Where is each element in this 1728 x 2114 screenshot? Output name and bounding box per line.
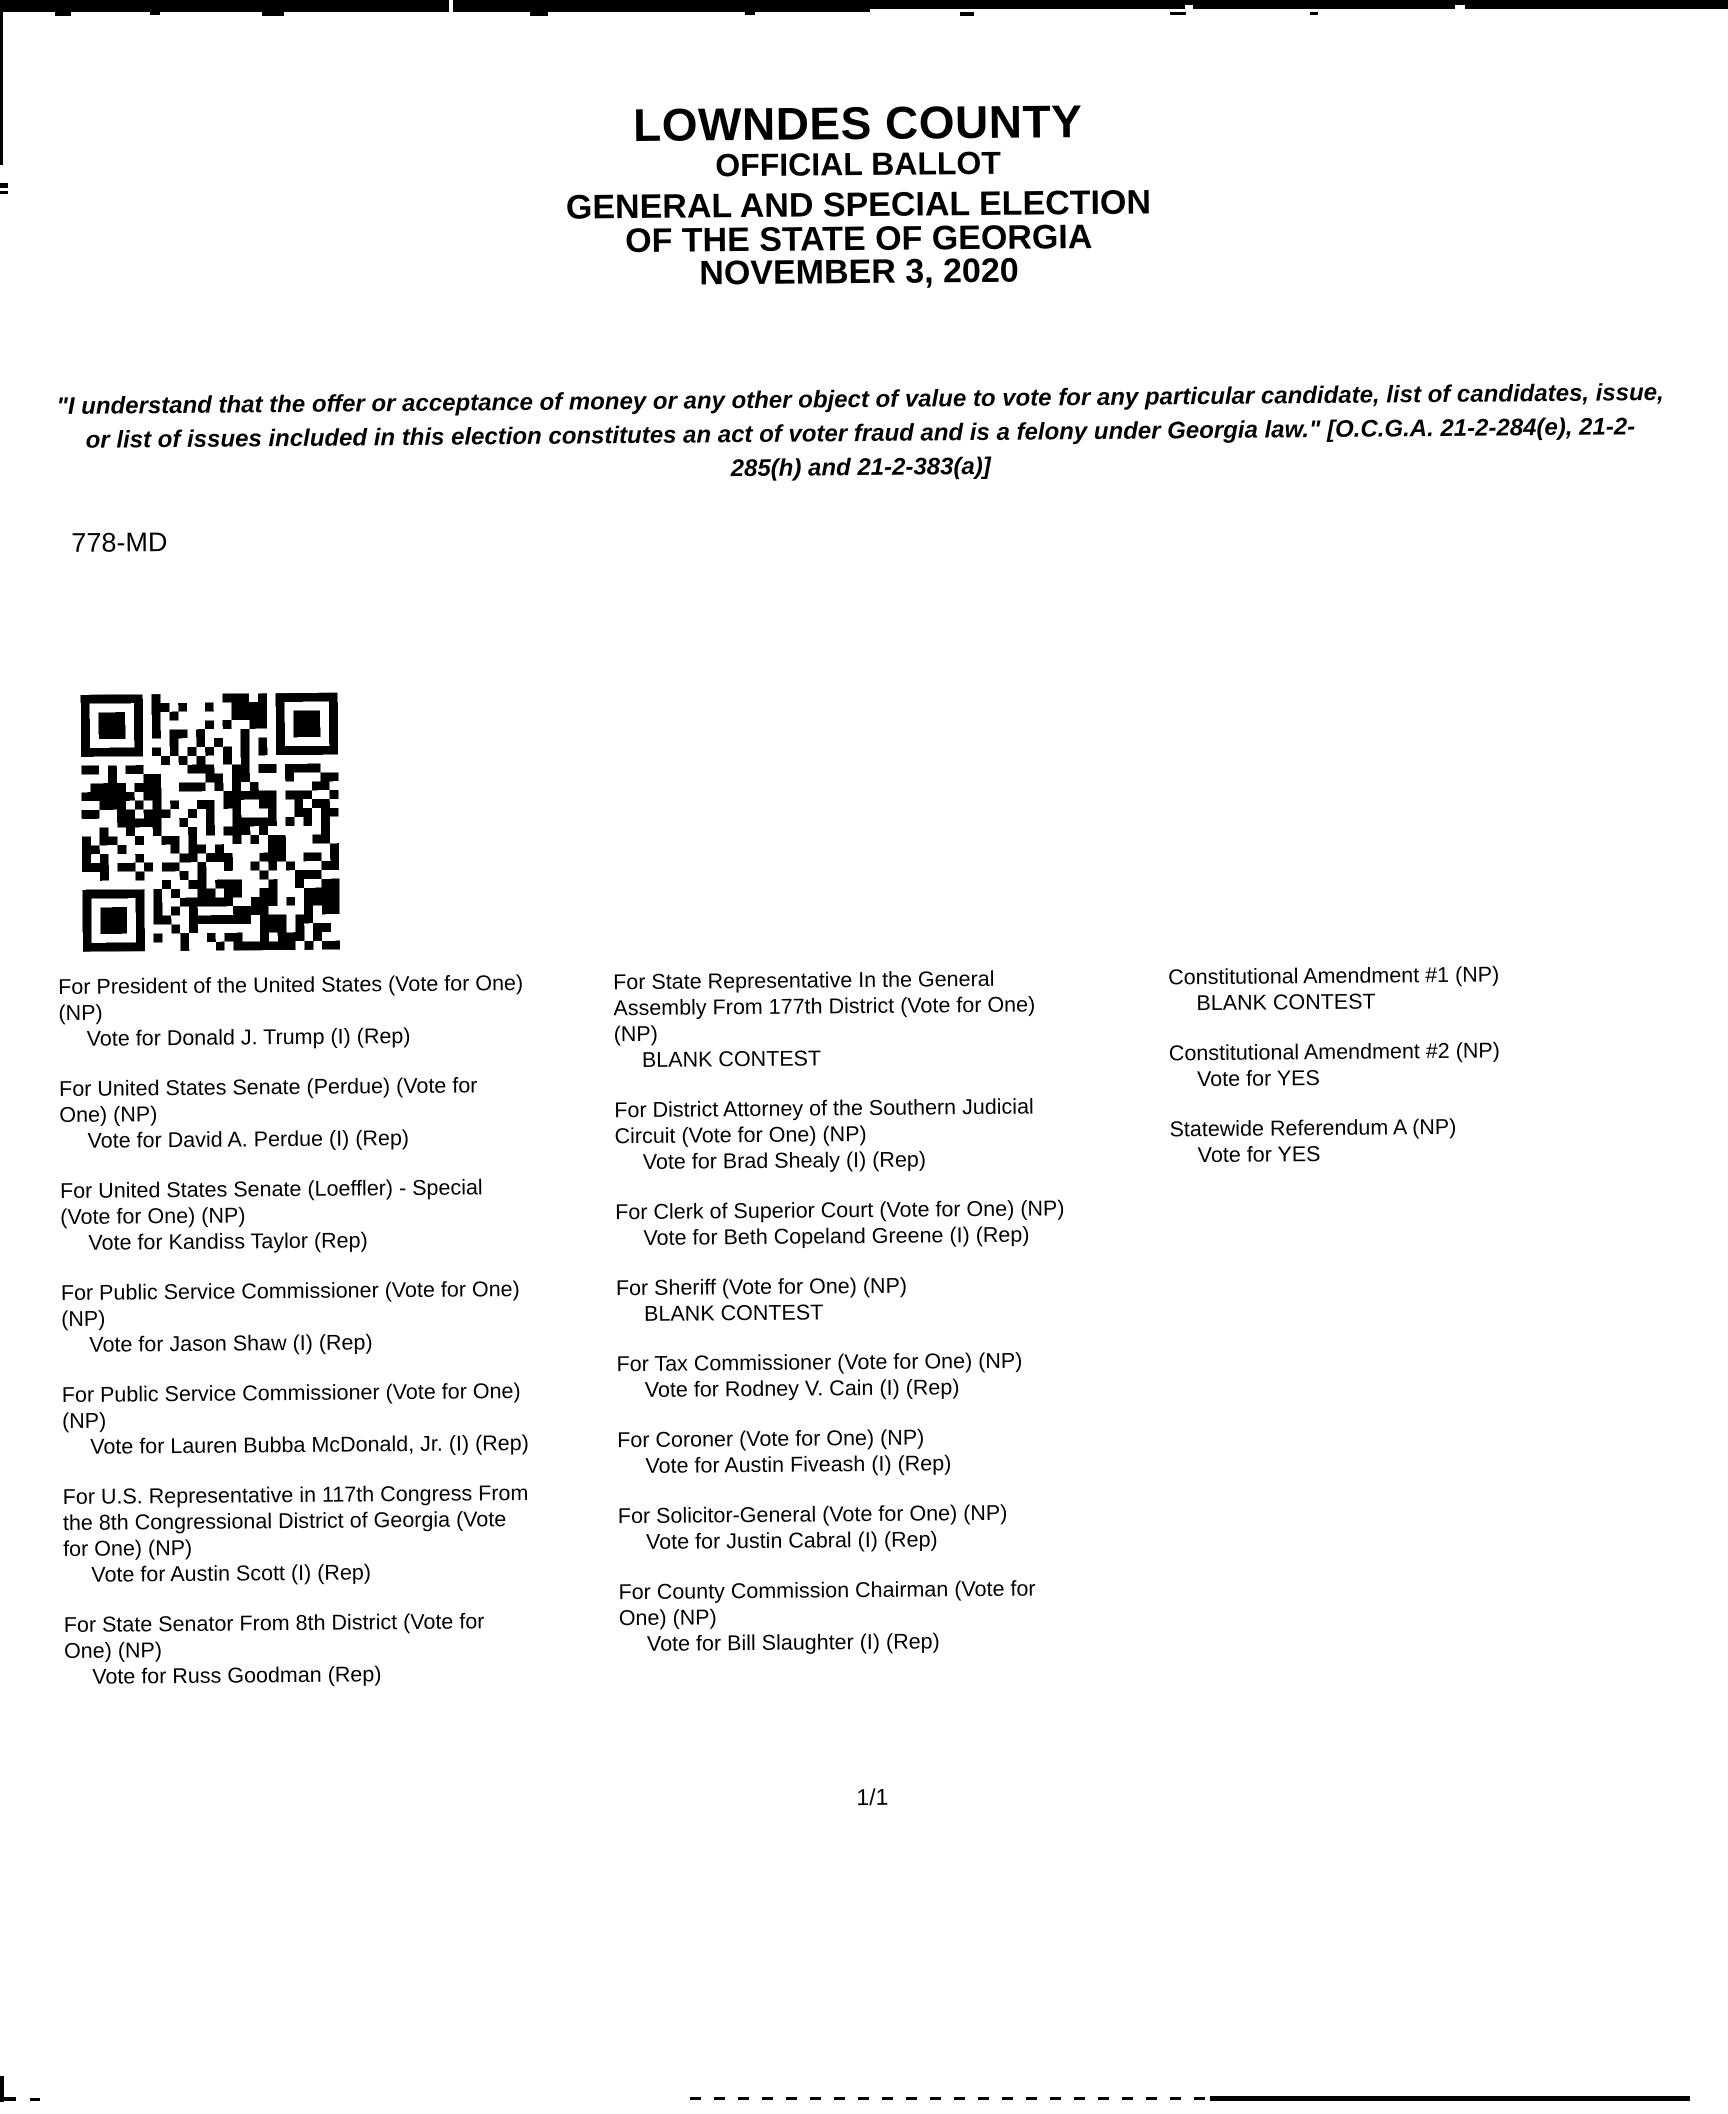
contest [616,1271,1086,1327]
county-title: LOWNDES COUNTY [632,95,1083,151]
contest-selection: Vote for Jason Shaw (I) (Rep) [89,1330,373,1357]
contest-title: For Solicitor-General (Vote for One) (NP) [617,1500,1008,1529]
contest-title: For Clerk of Superior Court (Vote for One) (NP) [615,1196,1065,1225]
contest-selection: Vote for Russ Goodman (Rep) [92,1662,382,1689]
contest [1169,1036,1639,1092]
contest-title: For State Representative In the General Assembly From 177th District (Vote for One) (NP) [613,966,1036,1047]
contest-selection: Vote for Kandiss Taylor (Rep) [88,1228,368,1255]
contest-selection: Vote for YES [1197,1142,1321,1168]
contest [62,1378,533,1460]
contest [59,1072,530,1154]
contest [1169,1112,1639,1168]
contest-column-3 [1168,960,1644,1704]
contest-results [58,960,1644,1714]
contest-column-1 [58,970,534,1714]
contest [618,1499,1088,1555]
contest-selection: Vote for Brad Shealy (I) (Rep) [642,1147,927,1174]
contest-column-2 [613,965,1089,1709]
contest [613,965,1084,1073]
contest-selection: Vote for Austin Scott (I) (Rep) [91,1560,372,1587]
contest [617,1423,1087,1479]
contest-title: For State Senator From 8th District (Vote for One) (NP) [63,1609,485,1664]
contest-selection: Vote for YES [1196,1066,1320,1092]
contest-title: For President of the United States (Vote for One) (NP) [58,970,524,1026]
contest [615,1195,1085,1251]
contest-title: For United States Senate (Loeffler) - Special (Vote for One) (NP) [59,1175,483,1230]
contest-title: For District Attorney of the Southern Judicial Circuit (Vote for One) (NP) [614,1094,1034,1149]
election-title-line2: OF THE STATE OF GEORGIA [624,217,1093,261]
page-number: 1/1 [856,1783,889,1811]
contest-title: For Public Service Commissioner (Vote for One) (NP) [61,1379,521,1434]
contest-title: For Sheriff (Vote for One) (NP) [615,1273,908,1301]
contest-title: Statewide Referendum A (NP) [1169,1114,1457,1142]
contest-title: For Public Service Commissioner (Vote for One) (NP) [60,1277,520,1332]
contest-title: Constitutional Amendment #2 (NP) [1168,1038,1500,1066]
precinct-code: 778-MD [71,527,168,558]
qr-code-icon [69,692,352,951]
contest [616,1347,1086,1403]
contest-selection: BLANK CONTEST [1196,989,1376,1016]
contest [1168,960,1638,1016]
contest-title: For County Commission Chairman (Vote for One) (NP) [618,1576,1036,1631]
contest-selection: Vote for Bill Slaughter (I) (Rep) [646,1629,940,1656]
contest [58,970,529,1052]
contest-title: For Tax Commissioner (Vote for One) (NP) [616,1348,1023,1377]
ballot-type-title: OFFICIAL BALLOT [715,144,1002,184]
contest [63,1480,534,1588]
contest-title: For U.S. Representative in 117th Congress From the 8th Congressional District of Georgia (Vote for One) (NP) [62,1480,529,1562]
contest-selection: BLANK CONTEST [641,1046,822,1072]
contest-selection: Vote for Lauren Bubba McDonald, Jr. (I) (Rep) [90,1430,529,1459]
election-title-line1: GENERAL AND SPECIAL ELECTION [565,183,1152,227]
contest-title: For Coroner (Vote for One) (NP) [617,1425,925,1453]
contest-selection: Vote for Austin Fiveash (I) (Rep) [645,1451,952,1478]
election-date: NOVEMBER 3, 2020 [699,251,1019,293]
contest-title: Constitutional Amendment #1 (NP) [1168,962,1500,990]
contest [60,1174,531,1256]
contest-title: For United States Senate (Perdue) (Vote for One) (NP) [59,1073,478,1128]
contest-selection: Vote for Beth Copeland Greene (I) (Rep) [643,1222,1030,1250]
voter-fraud-disclaimer: "I understand that the offer or acceptance of money or any other object of value to vote for any particular candidate, list of candidates, issue, or list of issues included in this election constitutes an act of voter fraud and is a felony under Georgia law." [O.C.G.A. 21-2-284(e), 21-2-285(h) and 21-2-383(a)] [56,379,1664,483]
contest [618,1575,1089,1657]
contest-selection: BLANK CONTEST [644,1300,824,1326]
contest-selection: Vote for David A. Perdue (I) (Rep) [87,1125,410,1153]
contest [614,1093,1085,1175]
contest-selection: Vote for Rodney V. Cain (I) (Rep) [644,1375,960,1402]
contest-selection: Vote for Justin Cabral (I) (Rep) [645,1527,938,1554]
contest [64,1608,535,1690]
contest-selection: Vote for Donald J. Trump (I) (Rep) [86,1023,411,1051]
contest [61,1276,532,1358]
